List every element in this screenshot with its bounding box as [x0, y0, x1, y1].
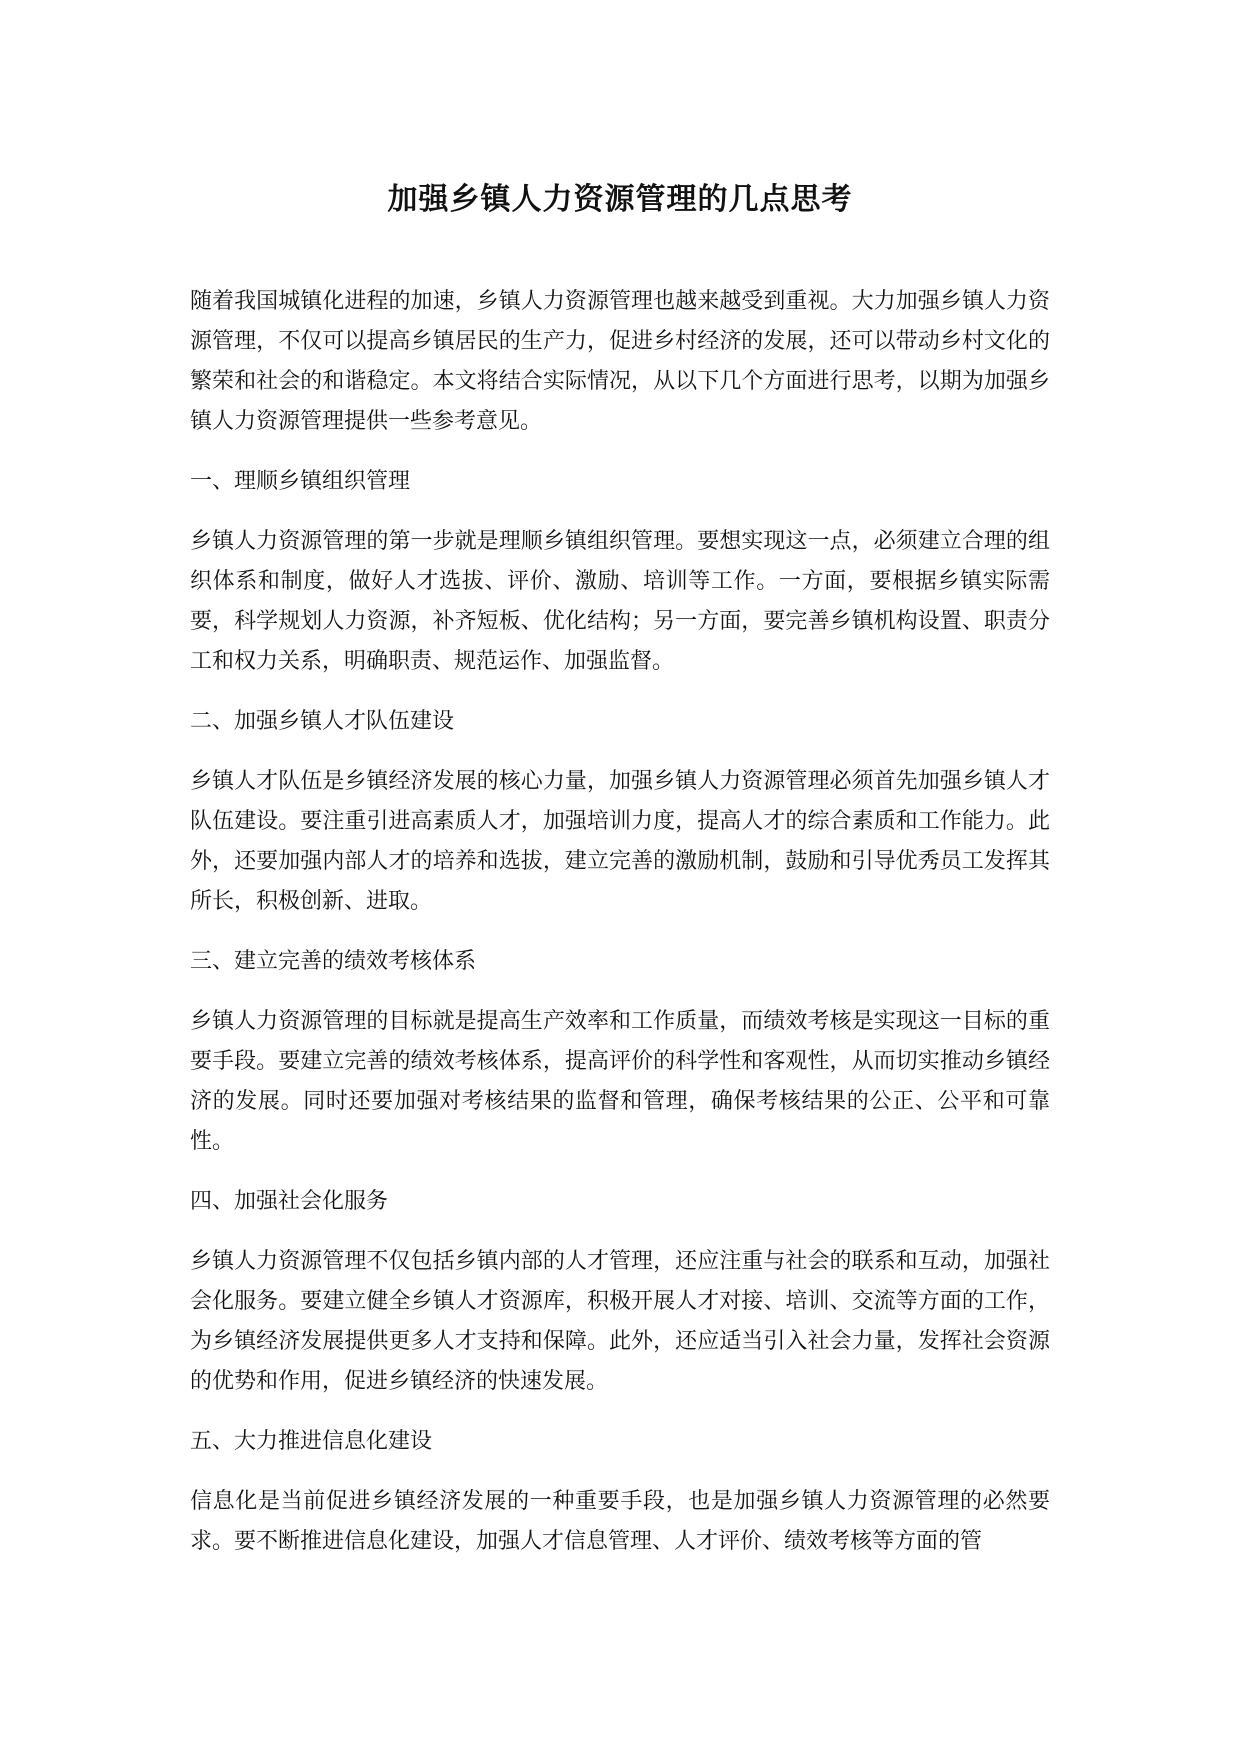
- section-heading-1: 一、理顺乡镇组织管理: [190, 469, 411, 494]
- section-heading-4: 四、加强社会化服务: [190, 1189, 389, 1214]
- section-body-5: 信息化是当前促进乡镇经济发展的一种重要手段，也是加强乡镇人力资源管理的必然要求。要不断推进信息化建设，加强人才信息管理、人才评价、绩效考核等方面的管: [190, 1489, 1050, 1554]
- section-heading-3: 三、建立完善的绩效考核体系: [190, 949, 477, 974]
- document-title: 加强乡镇人力资源管理的几点思考: [387, 182, 853, 217]
- section-heading-2: 二、加强乡镇人才队伍建设: [190, 709, 455, 734]
- section-body-4: 乡镇人力资源管理不仅包括乡镇内部的人才管理，还应注重与社会的联系和互动，加强社会化服务。要建立健全乡镇人才资源库，积极开展人才对接、培训、交流等方面的工作，为乡镇经济发展提供更多人才支持和保障。此外，还应适当引入社会力量，发挥社会资源的优势和作用，促进乡镇经济的快速发展。: [190, 1249, 1050, 1394]
- section-body-1: 乡镇人力资源管理的第一步就是理顺乡镇组织管理。要想实现这一点，必须建立合理的组织体系和制度，做好人才选拔、评价、激励、培训等工作。一方面，要根据乡镇实际需要，科学规划人力资源，补齐短板、优化结构；另一方面，要完善乡镇机构设置、职责分工和权力关系，明确职责、规范运作、加强监督。: [190, 529, 1050, 674]
- section-body-3: 乡镇人力资源管理的目标就是提高生产效率和工作质量，而绩效考核是实现这一目标的重要手段。要建立完善的绩效考核体系，提高评价的科学性和客观性，从而切实推动乡镇经济的发展。同时还要加强对考核结果的监督和管理，确保考核结果的公正、公平和可靠性。: [190, 1009, 1050, 1154]
- section-body-2: 乡镇人才队伍是乡镇经济发展的核心力量，加强乡镇人力资源管理必须首先加强乡镇人才队伍建设。要注重引进高素质人才，加强培训力度，提高人才的综合素质和工作能力。此外，还要加强内部人才的培养和选拔，建立完善的激励机制，鼓励和引导优秀员工发挥其所长，积极创新、进取。: [190, 769, 1050, 914]
- document-body: [190, 282, 1050, 1582]
- section-heading-5: 五、大力推进信息化建设: [190, 1429, 433, 1454]
- intro-paragraph: 随着我国城镇化进程的加速，乡镇人力资源管理也越来越受到重视。大力加强乡镇人力资源管理，不仅可以提高乡镇居民的生产力，促进乡村经济的发展，还可以带动乡村文化的繁荣和社会的和谐稳定。本文将结合实际情况，从以下几个方面进行思考，以期为加强乡镇人力资源管理提供一些参考意见。: [190, 289, 1050, 434]
